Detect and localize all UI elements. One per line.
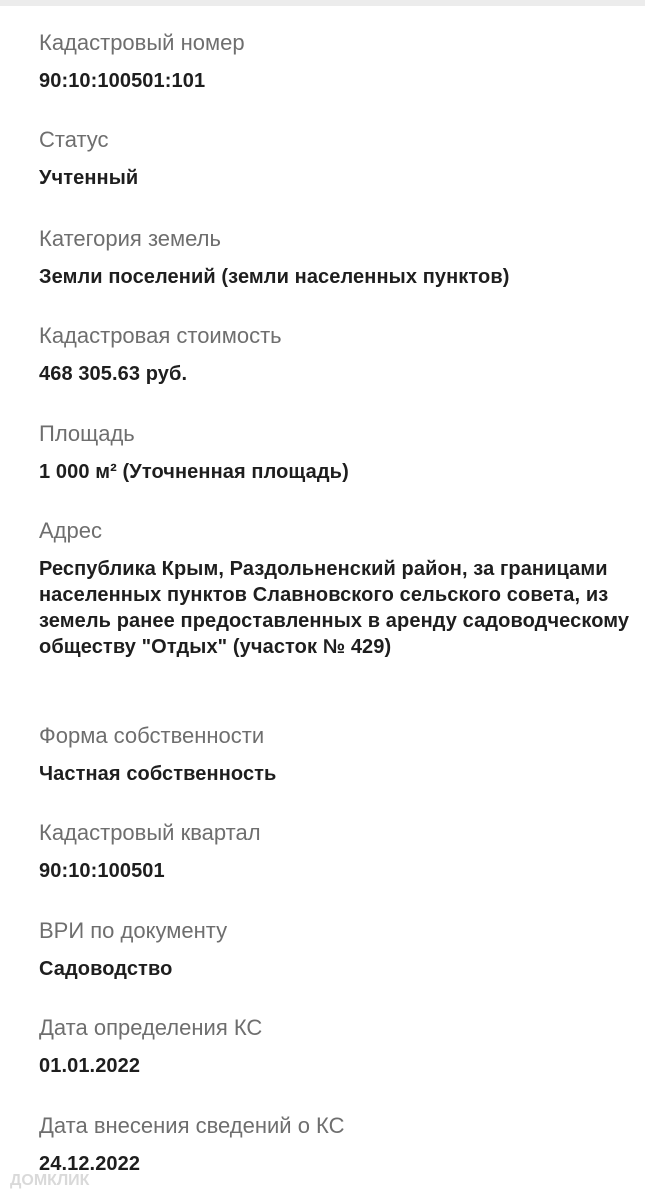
- top-edge: [0, 0, 645, 6]
- field-valuation-date: [39, 1015, 639, 1079]
- field-value: 24.12.2022: [39, 1153, 141, 1175]
- field-cadastral-quarter: [39, 820, 639, 884]
- field-label: Кадастровая стоимость: [39, 323, 282, 348]
- field-value: 01.01.2022: [39, 1055, 141, 1077]
- field-label: Кадастровый номер: [39, 30, 245, 55]
- field-label: Площадь: [39, 421, 135, 446]
- watermark: ДОМКЛИК: [10, 1172, 90, 1189]
- field-value: Республика Крым, Раздольненский район, за границами населенных пунктов Славновского сельского совета, из земель ранее предоставленных в аренду садоводческому обществу "Отдых" (участок № 429): [39, 558, 630, 658]
- field-status: [39, 127, 639, 191]
- field-entry-date: [39, 1113, 639, 1177]
- field-value: 90:10:100501:101: [39, 70, 206, 92]
- field-label: Дата определения КС: [39, 1015, 263, 1040]
- field-value: Садоводство: [39, 958, 173, 980]
- field-label: Статус: [39, 127, 109, 152]
- field-label: Кадастровый квартал: [39, 820, 261, 845]
- field-label: Дата внесения сведений о КС: [39, 1113, 345, 1138]
- field-value: 468 305.63 руб.: [39, 363, 188, 385]
- field-cadastral-number: [39, 30, 639, 94]
- field-value: Частная собственность: [39, 763, 277, 785]
- field-label: Форма собственности: [39, 723, 265, 748]
- field-value: Земли поселений (земли населенных пунктов): [39, 266, 510, 288]
- field-permitted-use: [39, 918, 639, 982]
- field-value: 1 000 м² (Уточненная площадь): [39, 461, 349, 483]
- field-label: ВРИ по документу: [39, 918, 228, 943]
- field-value: Учтенный: [39, 167, 139, 189]
- field-cadastral-value: [39, 323, 639, 387]
- field-label: Категория земель: [39, 226, 221, 251]
- field-land-category: [39, 226, 639, 290]
- field-ownership-form: [39, 723, 639, 787]
- field-address: [39, 518, 639, 660]
- field-label: Адрес: [39, 518, 102, 543]
- field-value: 90:10:100501: [39, 860, 165, 882]
- field-area: [39, 421, 639, 485]
